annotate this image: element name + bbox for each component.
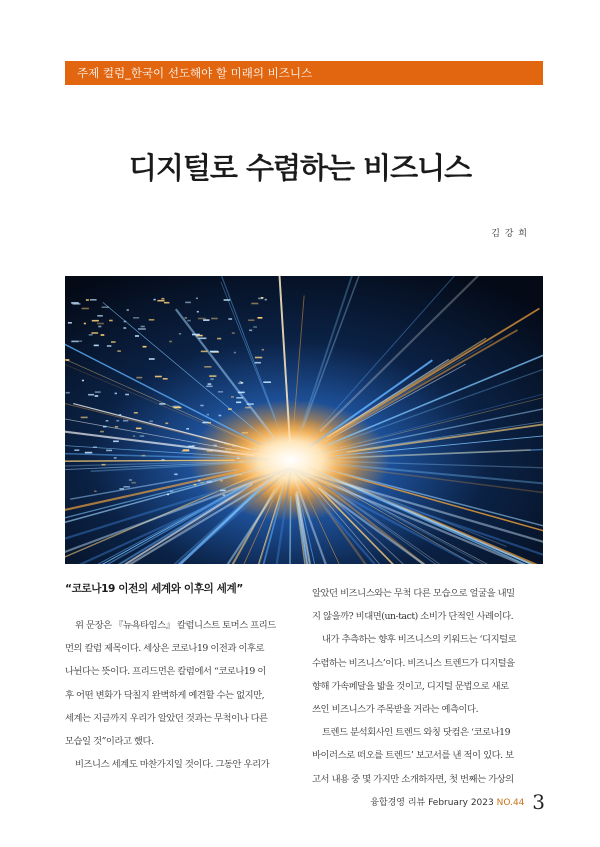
data-particle	[238, 383, 242, 385]
data-particle	[81, 417, 88, 419]
data-particle	[161, 298, 164, 300]
section-subheading: “코로나19 이전의 세계와 이후의 세계”	[65, 583, 243, 595]
data-particle	[127, 309, 129, 311]
data-particle	[98, 326, 101, 328]
data-particle	[251, 303, 258, 305]
page-number: 3	[532, 790, 545, 814]
data-particle	[155, 376, 162, 378]
data-particle	[109, 320, 113, 322]
data-particle	[228, 408, 232, 410]
data-particle	[71, 341, 79, 343]
data-particle	[240, 381, 242, 383]
data-particle	[140, 435, 145, 437]
data-particle	[114, 457, 117, 459]
data-particle	[192, 334, 200, 336]
article-column-right	[312, 582, 537, 791]
data-particle	[167, 494, 169, 496]
data-particle	[102, 464, 106, 466]
data-particle	[92, 320, 99, 322]
data-particle	[218, 391, 223, 393]
data-particle	[174, 407, 182, 409]
data-particle	[231, 396, 234, 398]
data-particle	[115, 426, 118, 428]
data-particle	[84, 323, 86, 325]
data-particle	[82, 308, 89, 310]
data-particle	[224, 299, 231, 301]
data-particle	[174, 474, 178, 476]
data-particle	[132, 482, 136, 484]
data-particle	[165, 423, 168, 425]
data-particle	[258, 298, 263, 300]
data-particle	[73, 303, 81, 305]
data-particle	[187, 320, 191, 322]
data-particle	[236, 397, 243, 399]
data-particle	[253, 326, 257, 328]
data-particle	[219, 415, 222, 417]
paragraph-line: 먼의 칼럼 제목이다. 세상은 코로나19 이전과 이후로	[65, 643, 265, 655]
paragraph-line: 쓰인 비즈니스가 주목받을 거라는 예측이다.	[312, 704, 479, 716]
data-particle	[210, 351, 218, 353]
data-particle	[100, 431, 104, 433]
data-particle	[211, 318, 218, 320]
data-particle	[141, 326, 145, 328]
data-particle	[207, 414, 209, 416]
data-particle	[200, 482, 203, 484]
paragraph-line: 향해 가속페달을 밟을 것이고, 디지털 문법으로 새로	[312, 680, 509, 692]
data-particle	[88, 394, 94, 396]
data-particle	[236, 402, 241, 404]
data-particle	[103, 426, 107, 428]
data-particle	[170, 491, 174, 493]
data-particle	[91, 332, 98, 334]
data-particle	[204, 366, 211, 368]
data-particle	[133, 435, 135, 437]
data-particle	[265, 299, 267, 301]
data-particle	[157, 300, 164, 302]
data-particle	[220, 490, 226, 492]
data-particle	[97, 323, 104, 325]
data-particle	[214, 445, 217, 447]
data-particle	[97, 315, 103, 317]
data-particle	[202, 422, 208, 424]
data-particle	[106, 420, 109, 422]
data-particle	[183, 449, 189, 451]
data-particle	[208, 383, 212, 385]
data-particle	[185, 302, 191, 304]
data-particle	[199, 338, 207, 340]
data-particle	[101, 334, 105, 336]
data-particle	[142, 455, 146, 457]
data-particle	[210, 378, 213, 380]
data-particle	[201, 351, 208, 353]
data-particle	[169, 341, 172, 343]
data-particle	[133, 317, 139, 319]
paragraph-line: 위 문장은 『뉴욕타임스』 칼럼니스트 토머스 프리드	[75, 620, 276, 631]
data-particle	[149, 421, 153, 423]
data-particle	[123, 486, 129, 488]
data-particle	[90, 299, 97, 301]
paragraph-line: 바이러스로 떠오를 트렌드’ 보고서를 낸 적이 있다. 보	[312, 750, 514, 762]
data-particle	[68, 322, 72, 324]
data-particle	[65, 359, 69, 361]
data-particle	[93, 446, 97, 448]
data-particle	[136, 428, 142, 430]
section-banner	[65, 61, 543, 85]
data-particle	[198, 318, 206, 320]
data-particle	[248, 319, 254, 321]
data-particle	[207, 450, 213, 452]
data-particle	[223, 494, 226, 496]
data-particle	[185, 317, 187, 319]
data-particle	[66, 392, 70, 394]
data-particle	[154, 299, 156, 301]
data-particle	[102, 306, 109, 308]
data-particle	[206, 386, 212, 388]
data-particle	[245, 407, 250, 409]
data-particle	[79, 340, 82, 342]
data-particle	[263, 381, 271, 383]
data-particle	[117, 350, 121, 352]
data-particle	[86, 299, 89, 301]
data-particle	[125, 394, 129, 396]
hero-image	[65, 276, 543, 564]
paragraph-line: 수렴하는 비즈니스’이다. 비즈니스 트렌드가 디지털을	[312, 657, 515, 669]
data-particle	[262, 349, 264, 351]
data-particle	[74, 449, 79, 451]
issue-number: NO.44	[496, 798, 525, 808]
data-particle	[234, 352, 236, 354]
data-particle	[197, 311, 199, 313]
article-column-left	[65, 580, 290, 776]
data-particle	[196, 298, 198, 300]
data-particle	[203, 319, 209, 321]
data-particle	[106, 450, 112, 452]
paragraph-line: 알았던 비즈니스와는 무척 다른 모습으로 얼굴을 내밀	[312, 588, 515, 599]
data-particle	[85, 452, 93, 454]
data-particle	[258, 317, 263, 319]
issue-date: February 2023	[428, 798, 494, 808]
data-particle	[111, 341, 116, 343]
data-particle	[207, 481, 212, 483]
data-particle	[95, 395, 99, 397]
data-particle	[247, 403, 254, 405]
data-particle	[159, 403, 165, 405]
paragraph-line: 지 않을까? 비대면(un-tact) 소비가 단적인 사례이다.	[312, 611, 514, 623]
data-particle	[149, 358, 155, 360]
page-footer	[370, 790, 545, 814]
data-particle	[179, 333, 181, 335]
data-particle	[138, 328, 146, 330]
data-particle	[89, 334, 93, 336]
data-particle	[119, 488, 124, 490]
data-particle	[123, 420, 128, 422]
data-particle	[82, 380, 84, 382]
data-particle	[161, 459, 164, 461]
data-particle	[200, 405, 203, 407]
data-particle	[113, 441, 119, 443]
paragraph-line: 내가 추측하는 향후 비즈니스의 키워드는 ‘디지털로	[322, 634, 517, 646]
data-particle	[135, 335, 139, 337]
data-particle	[149, 319, 155, 321]
paragraph-line: 비즈니스 세계도 마찬가지일 것이다. 그동안 우리가	[75, 759, 270, 771]
data-particle	[115, 393, 117, 395]
data-particle	[107, 345, 112, 347]
paragraph-line: 세계는 지금까지 우리가 알았던 것과는 무척이나 다른	[65, 712, 268, 724]
data-particle	[217, 338, 221, 340]
data-particle	[94, 491, 97, 493]
author-name: 김 강 희	[491, 229, 528, 239]
data-particle	[249, 330, 252, 332]
paragraph-line: 고서 내용 중 몇 가지만 소개하자면, 첫 번째는 가상의	[312, 773, 514, 785]
data-particle	[232, 332, 235, 334]
data-particle	[143, 346, 147, 348]
data-particle	[238, 392, 245, 394]
data-particle	[194, 484, 197, 486]
data-particle	[163, 378, 168, 380]
magazine-name: 융합경영 리뷰	[370, 798, 426, 808]
data-particle	[95, 391, 101, 393]
data-particle	[123, 327, 126, 329]
data-particle	[186, 428, 189, 430]
section-banner-text: 주제 컬럼_한국이 선도해야 할 미래의 비즈니스	[77, 66, 313, 80]
paragraph-line: 트렌드 분석회사인 트렌드 와칭 닷컴은 ‘코로나19	[322, 727, 511, 739]
data-particle	[164, 302, 169, 304]
data-particle	[220, 480, 223, 482]
data-particle	[134, 412, 138, 414]
data-particle	[129, 479, 132, 481]
data-particle	[94, 345, 99, 347]
paragraph-line: 후 어떤 변화가 닥칠지 완벽하게 예견할 수는 없지만,	[65, 689, 265, 701]
article-title: 디지털로 수렴하는 비즈니스	[128, 151, 472, 185]
paragraph-line: 나뉜다는 뜻이다. 프리드먼은 칼럼에서 “코로나19 이	[65, 666, 266, 678]
paragraph-line: 모습일 것”이라고 했다.	[65, 736, 154, 748]
data-particle	[209, 375, 216, 377]
data-particle	[255, 362, 261, 364]
data-particle	[198, 480, 201, 482]
data-particle	[119, 414, 121, 416]
digital-speed-tunnel-image	[65, 276, 543, 564]
data-particle	[255, 357, 262, 359]
data-particle	[228, 318, 232, 320]
data-particle	[116, 420, 119, 422]
data-particle	[124, 321, 127, 323]
data-particle	[188, 446, 194, 448]
data-particle	[136, 377, 142, 379]
